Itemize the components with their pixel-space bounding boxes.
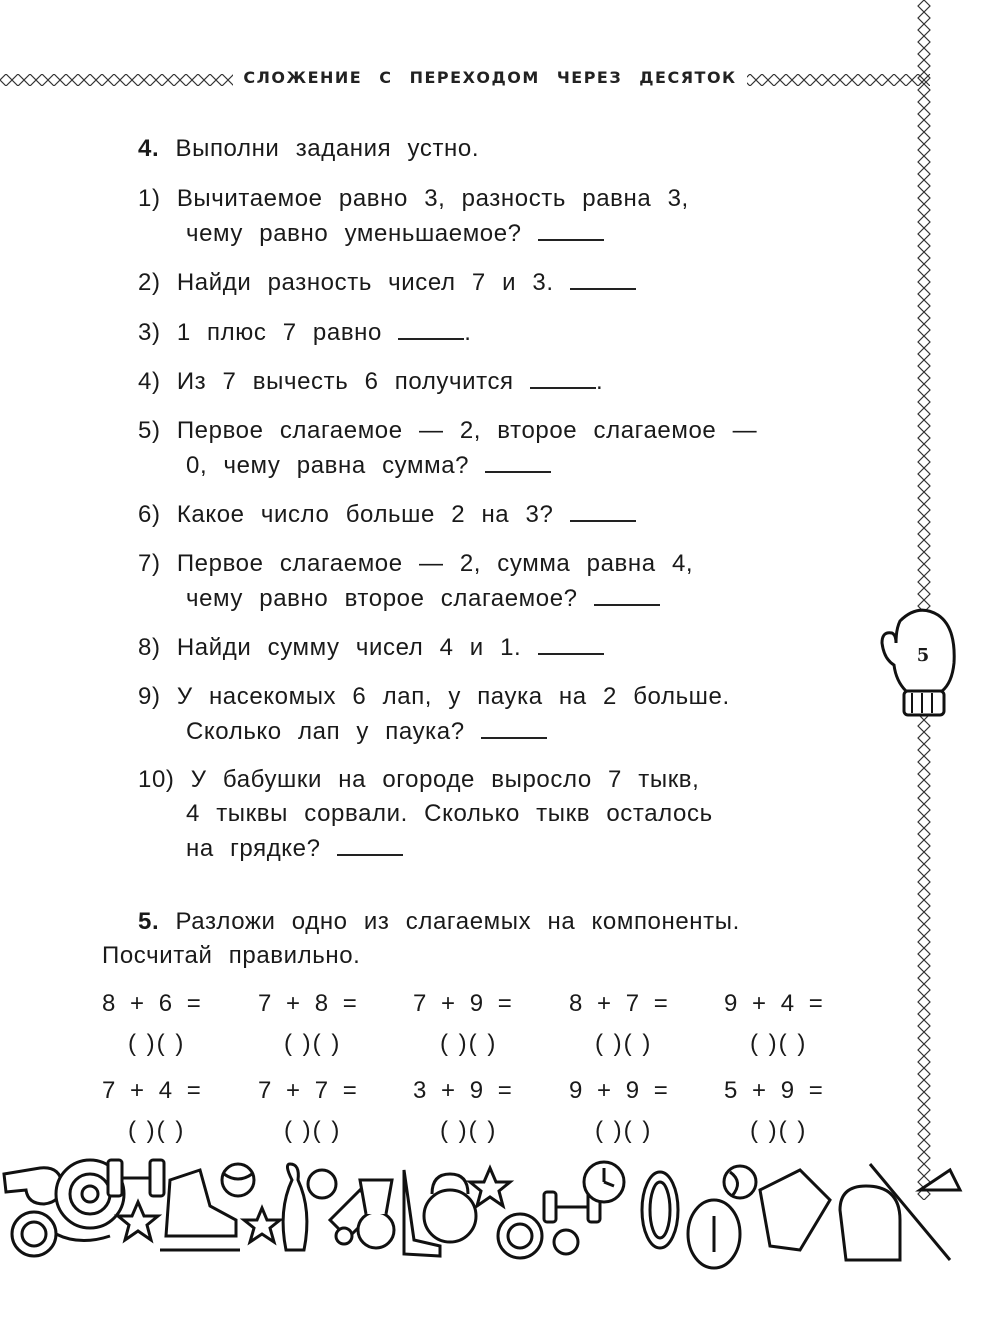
expression: 9 + 4 = [724,990,824,1017]
item-number: 7) [138,550,161,577]
expression: 3 + 9 = [413,1077,513,1104]
decomposition-blanks[interactable]: ( )( ) [284,1030,342,1057]
item-text: Найди сумму чисел 4 и 1. [176,634,522,661]
task4-item-6 [138,500,636,529]
task5-heading [138,908,740,936]
answer-blank[interactable] [570,500,636,522]
expression: 7 + 7 = [258,1077,358,1104]
item-number: 8) [138,634,161,661]
item-text: Найди разность чисел 7 и 3. [176,269,554,296]
task4-item-10 [138,766,699,794]
item-text: Первое слагаемое — 2, второе слагаемое — [176,417,758,444]
answer-blank[interactable] [538,633,604,655]
decomposition-blanks[interactable]: ( )( ) [750,1030,808,1057]
task4-item-10-line3 [186,834,403,863]
decomposition-blanks[interactable]: ( )( ) [128,1117,186,1144]
item-number: 4) [138,368,161,395]
task5-number: 5. [138,908,160,935]
bowling-pin-icon [283,1164,307,1250]
decomposition-blanks[interactable]: ( )( ) [440,1030,498,1057]
ball-icon [554,1230,578,1254]
rugby-ball-icon [688,1200,740,1268]
answer-blank[interactable] [481,717,547,739]
boxing-glove-icon [840,1186,900,1260]
task4-heading [138,135,479,163]
answer-blank[interactable] [538,219,604,241]
kettlebell-icon [424,1174,476,1242]
item-text: Какое число больше 2 на 3? [176,501,554,528]
whistle-icon [4,1168,62,1204]
expression: 7 + 8 = [258,990,358,1017]
item-number: 10) [138,766,175,793]
task4-item-8 [138,633,604,662]
sports-illustration-band [0,1150,1000,1270]
item-text: Первое слагаемое — 2, сумма равна 4, [176,550,694,577]
answer-blank[interactable] [530,367,596,389]
task4-item-9-line2 [186,717,547,746]
task4-item-5 [138,417,757,445]
decomposition-blanks[interactable]: ( )( ) [595,1117,653,1144]
dumbbell-icon [108,1160,164,1196]
task4-number: 4. [138,135,160,162]
task5-subtitle: Посчитай правильно. [102,942,361,969]
expression: 7 + 9 = [413,990,513,1017]
stopwatch-icon [584,1162,624,1202]
star-icon [118,1202,158,1240]
task4-item-2 [138,268,636,297]
expression: 5 + 9 = [724,1077,824,1104]
item-number: 6) [138,501,161,528]
expression: 8 + 7 = [569,990,669,1017]
expression: 8 + 6 = [102,990,202,1017]
star-icon [470,1168,510,1206]
flipper-icon [760,1170,830,1250]
item-text: У насекомых 6 лап, у паука на 2 больше. [176,683,730,710]
task4-item-1 [138,185,689,213]
item-text: 4 тыквы сорвали. Сколько тыкв осталось [186,800,713,827]
task4-item-5-line2 [186,451,551,480]
decomposition-blanks[interactable]: ( )( ) [128,1030,186,1057]
task4-item-3: 3) 1 плюс 7 равно . [138,319,472,346]
medal-icon [498,1214,542,1258]
item-number: 5) [138,417,161,444]
ball-icon [724,1166,756,1198]
ball-icon [222,1164,254,1196]
item-text: Вычитаемое равно 3, разность равна 3, [176,185,689,212]
expression: 7 + 4 = [102,1077,202,1104]
ball-icon [308,1170,336,1198]
answer-blank[interactable] [570,268,636,290]
item-text: чему равно уменьшаемое? [186,220,522,247]
task4-item-4: 4) Из 7 вычесть 6 получится . [138,368,604,395]
item-text: Сколько лап у паука? [186,718,465,745]
page-number: 5 [916,645,930,666]
task4-item-7-line2 [186,584,660,613]
task4-item-7 [138,550,693,578]
task4-item-9 [138,683,730,711]
answer-blank[interactable] [398,318,464,340]
decomposition-blanks[interactable]: ( )( ) [284,1117,342,1144]
item-number: 2) [138,269,161,296]
decomposition-blanks[interactable]: ( )( ) [750,1117,808,1144]
item-text: на грядке? [186,835,321,862]
item-text: 0, чему равна сумма? [186,452,470,479]
item-text: 1 плюс 7 равно [176,319,382,346]
right-chain-border [913,0,935,1200]
answer-blank[interactable] [337,834,403,856]
item-number: 1) [138,185,161,212]
decomposition-blanks[interactable]: ( )( ) [595,1030,653,1057]
item-text: чему равно второе слагаемое? [186,585,578,612]
header-title: СЛОЖЕНИЕ С ПЕРЕХОДОМ ЧЕРЕЗ ДЕСЯТОК [0,68,980,87]
task4-title: Выполни задания устно. [175,135,480,162]
item-number: 9) [138,683,161,710]
goggles-icon [642,1172,678,1248]
answer-blank[interactable] [594,584,660,606]
task4-item-10-line2 [186,800,713,828]
task4-item-1-line2 [186,219,604,248]
task5-title: Разложи одно из слагаемых на компоненты. [175,908,740,935]
decomposition-blanks[interactable]: ( )( ) [440,1117,498,1144]
star-icon [244,1208,280,1242]
answer-blank[interactable] [485,451,551,473]
item-text: У бабушки на огороде выросло 7 тыкв, [190,766,700,793]
expression: 9 + 9 = [569,1077,669,1104]
item-text: Из 7 вычесть 6 получится [176,368,514,395]
item-number: 3) [138,319,161,346]
